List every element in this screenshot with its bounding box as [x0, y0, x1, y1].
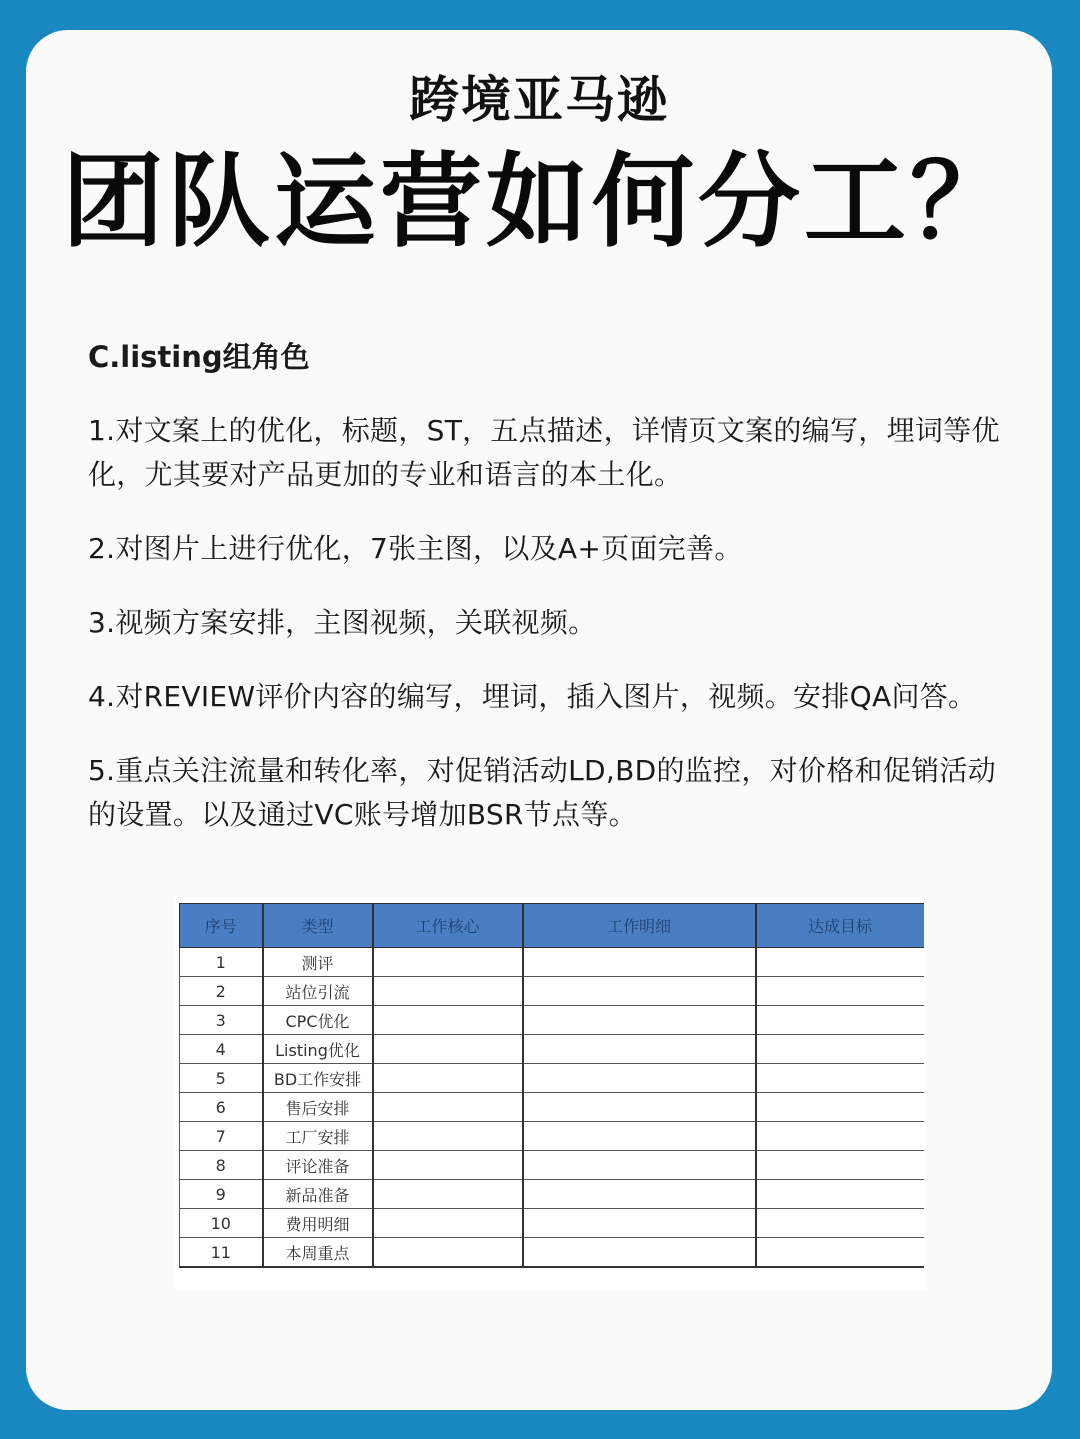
cell-empty — [756, 1209, 924, 1238]
cell-type: 测评 — [263, 948, 373, 977]
article-body — [88, 335, 1018, 867]
cell-index: 6 — [180, 1093, 263, 1122]
cell-empty — [756, 977, 924, 1006]
table-row — [180, 1180, 924, 1209]
table-row — [180, 1006, 924, 1035]
cell-index: 3 — [180, 1006, 263, 1035]
cell-empty — [373, 1035, 523, 1064]
cell-empty — [373, 948, 523, 977]
paragraph-1: 1.对文案上的优化，标题，ST，五点描述，详情页文案的编写，埋词等优化，尤其要对产品更加的专业和语言的本土化。 — [88, 414, 1000, 491]
cell-empty — [523, 1093, 756, 1122]
table-row — [180, 1093, 924, 1122]
table-header-row — [180, 904, 924, 948]
cell-index: 2 — [180, 977, 263, 1006]
cell-empty — [523, 977, 756, 1006]
table-row — [180, 1122, 924, 1151]
cell-empty — [756, 1006, 924, 1035]
cell-index: 9 — [180, 1180, 263, 1209]
cell-index: 11 — [180, 1238, 263, 1268]
cell-empty — [373, 1238, 523, 1268]
cell-type: 费用明细 — [263, 1209, 373, 1238]
cell-empty — [373, 1151, 523, 1180]
cell-type: CPC优化 — [263, 1006, 373, 1035]
paragraph-4: 4.对REVIEW评价内容的编写，埋词，插入图片，视频。安排QA问答。 — [88, 680, 977, 713]
header-type: 类型 — [263, 904, 373, 948]
cell-index: 4 — [180, 1035, 263, 1064]
cell-empty — [373, 1064, 523, 1093]
cell-empty — [523, 1151, 756, 1180]
cell-empty — [373, 977, 523, 1006]
cell-empty — [373, 1093, 523, 1122]
section-heading: C.listing组角色 — [88, 340, 310, 374]
table-row — [180, 1064, 924, 1093]
paragraph-5: 5.重点关注流量和转化率，对促销活动LD,BD的监控，对价格和促销活动的设置。以及通过VC账号增加BSR节点等。 — [88, 754, 997, 831]
cell-empty — [756, 1064, 924, 1093]
cell-type: 售后安排 — [263, 1093, 373, 1122]
cell-empty — [523, 1209, 756, 1238]
cell-empty — [756, 948, 924, 977]
paragraph-2: 2.对图片上进行优化，7张主图，以及A+页面完善。 — [88, 532, 743, 565]
page-title: 团队运营如何分工？ — [62, 143, 1016, 262]
cell-empty — [373, 1122, 523, 1151]
cell-index: 8 — [180, 1151, 263, 1180]
cell-type: 站位引流 — [263, 977, 373, 1006]
header-detail: 工作明细 — [523, 904, 756, 948]
page-subtitle: 跨境亚马逊 — [409, 71, 669, 129]
table-row — [180, 948, 924, 977]
cell-type: 工厂安排 — [263, 1122, 373, 1151]
cell-empty — [523, 1238, 756, 1268]
cell-type: BD工作安排 — [263, 1064, 373, 1093]
table-row — [180, 1035, 924, 1064]
cell-empty — [756, 1035, 924, 1064]
header-goal: 达成目标 — [756, 904, 924, 948]
paragraph-3: 3.视频方案安排，主图视频，关联视频。 — [88, 606, 597, 639]
cell-index: 5 — [180, 1064, 263, 1093]
table-row — [180, 1238, 924, 1268]
cell-empty — [523, 1006, 756, 1035]
cell-empty — [523, 1180, 756, 1209]
cell-empty — [523, 1035, 756, 1064]
content-card — [26, 30, 1052, 1410]
cell-type: 新品准备 — [263, 1180, 373, 1209]
table-row — [180, 977, 924, 1006]
cell-empty — [756, 1180, 924, 1209]
cell-empty — [756, 1093, 924, 1122]
cell-empty — [373, 1209, 523, 1238]
cell-index: 10 — [180, 1209, 263, 1238]
cell-empty — [756, 1122, 924, 1151]
header-core: 工作核心 — [373, 904, 523, 948]
cell-empty — [756, 1238, 924, 1268]
cell-type: 本周重点 — [263, 1238, 373, 1268]
cell-empty — [373, 1180, 523, 1209]
cell-empty — [523, 948, 756, 977]
cell-empty — [756, 1151, 924, 1180]
header-index: 序号 — [180, 904, 263, 948]
cell-type: Listing优化 — [263, 1035, 373, 1064]
table-row — [180, 1151, 924, 1180]
cell-empty — [523, 1064, 756, 1093]
cell-index: 7 — [180, 1122, 263, 1151]
table-image — [174, 898, 926, 1290]
table-row — [180, 1209, 924, 1238]
cell-empty — [523, 1122, 756, 1151]
cell-empty — [373, 1006, 523, 1035]
cell-type: 评论准备 — [263, 1151, 373, 1180]
cell-index: 1 — [180, 948, 263, 977]
role-table — [179, 903, 924, 1268]
